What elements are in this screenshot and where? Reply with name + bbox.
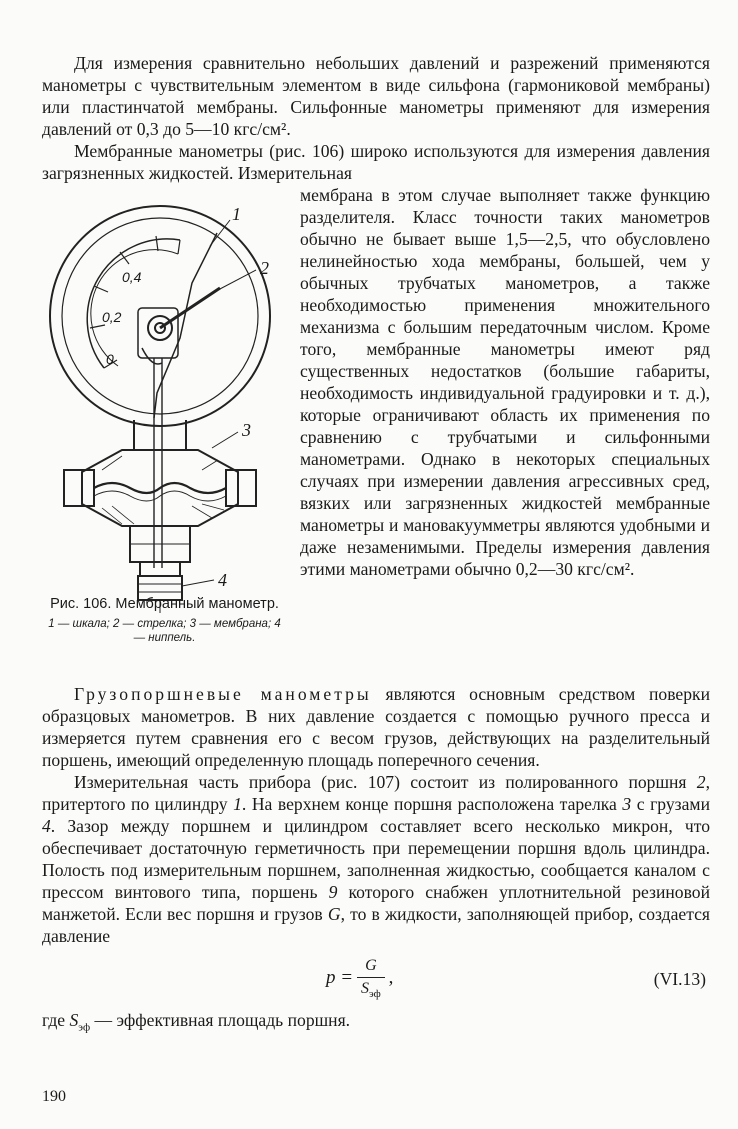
paragraph-4: Измерительная часть прибора (рис. 107) состоит из полированного поршня 2, притертого по цилиндру 1. На верхнем конце поршня расположена тарелка 3 с грузами 4. Зазор между поршнем и цилиндром составляет всего несколько микрон, что обеспечивает достаточную герметичность при перемещении поршня вдоль цилиндра. Полость под измерительным поршнем, заполненная жидкостью, сообщается каналом с прессом винтового типа, поршень 9 которого снабжен уплотнительной резиновой манжетой. Если вес поршня и грузов G, то в жидкости, заполняющей прибор, создается давление xyxy=(42,772,711,946)
formula-vi13 xyxy=(42,951,710,1009)
caption-title: Рис. 106. Мембранный манометр. xyxy=(50,596,279,612)
formula-expression: p = $\frac{G}{S_{эф}}$ , xyxy=(326,957,394,1001)
caption-legend: 1 — шкала; 2 — стрелка; 3 — мембрана; 4 — ниппель. xyxy=(48,618,281,644)
callout-4: 4 xyxy=(218,570,227,590)
paragraph-5: где $S_{эф}$ — эффективная площадь поршня. xyxy=(42,1010,351,1034)
callout-2: 2 xyxy=(260,258,269,278)
scale-label-02: 0,2 xyxy=(102,309,122,325)
paragraph-3: Грузопоршневые манометры являются основным средством поверки образцовых манометров. В них давление создается с помощью ручного пресса и измеряется путем сравнения его с весом грузов, действующих на разделительный поршень, имеющий определенную площадь поперечного сечения. xyxy=(42,684,710,770)
page-body xyxy=(42,52,710,1039)
paragraph-2-wrap: мембрана в этом случае выполняет также функцию разделителя. Класс точности таких манометров обычно не бывает выше 1,5—2,5, что обусловлено нелинейностью хода мембраны, большей, чем у обычных трубчатых манометров, а также необходимостью применения множительного механизма с большим передаточным числом. Кроме того, мембранные манометры имеют ряд существенных недостатков (большие габариты, необходимость индивидуальной градуировки и т. д.), которые ограничивают область их применения по сравнению с трубчатыми и сильфонными манометрами. Однако в некоторых специальных случаях при измерении давления агрессивных сред, вязких или загрязненных жидкостей мембранные манометры и мановакуумметры являются удобными и даже незаменимыми. Пределы измерения давления этими манометрами обычно 0,2—30 кгс/см². xyxy=(300,185,710,579)
scale-label-0: 0 xyxy=(106,351,114,367)
equation-number: (VI.13) xyxy=(653,969,706,989)
page-number: 190 xyxy=(42,1088,66,1105)
paragraph-2-top: Мембранные манометры (рис. 106) широко используются для измерения давления загрязненных жидкостей. Измерительная xyxy=(42,141,710,183)
paragraph-1: Для измерения сравнительно небольших давлений и разрежений применяются манометры с чувствительным элементом в виде сильфона (гармониковой мембраны) или пластинчатой мембраны. Сильфонные манометры применяют для измерения давлений от 0,3 до 5—10 кгс/см². xyxy=(42,53,710,139)
scale-label-04: 0,4 xyxy=(122,269,142,285)
term-spaced: Грузопоршневые манометры xyxy=(74,684,372,704)
callout-1: 1 xyxy=(232,204,241,224)
callout-3: 3 xyxy=(242,420,251,440)
figure-caption xyxy=(42,596,287,645)
